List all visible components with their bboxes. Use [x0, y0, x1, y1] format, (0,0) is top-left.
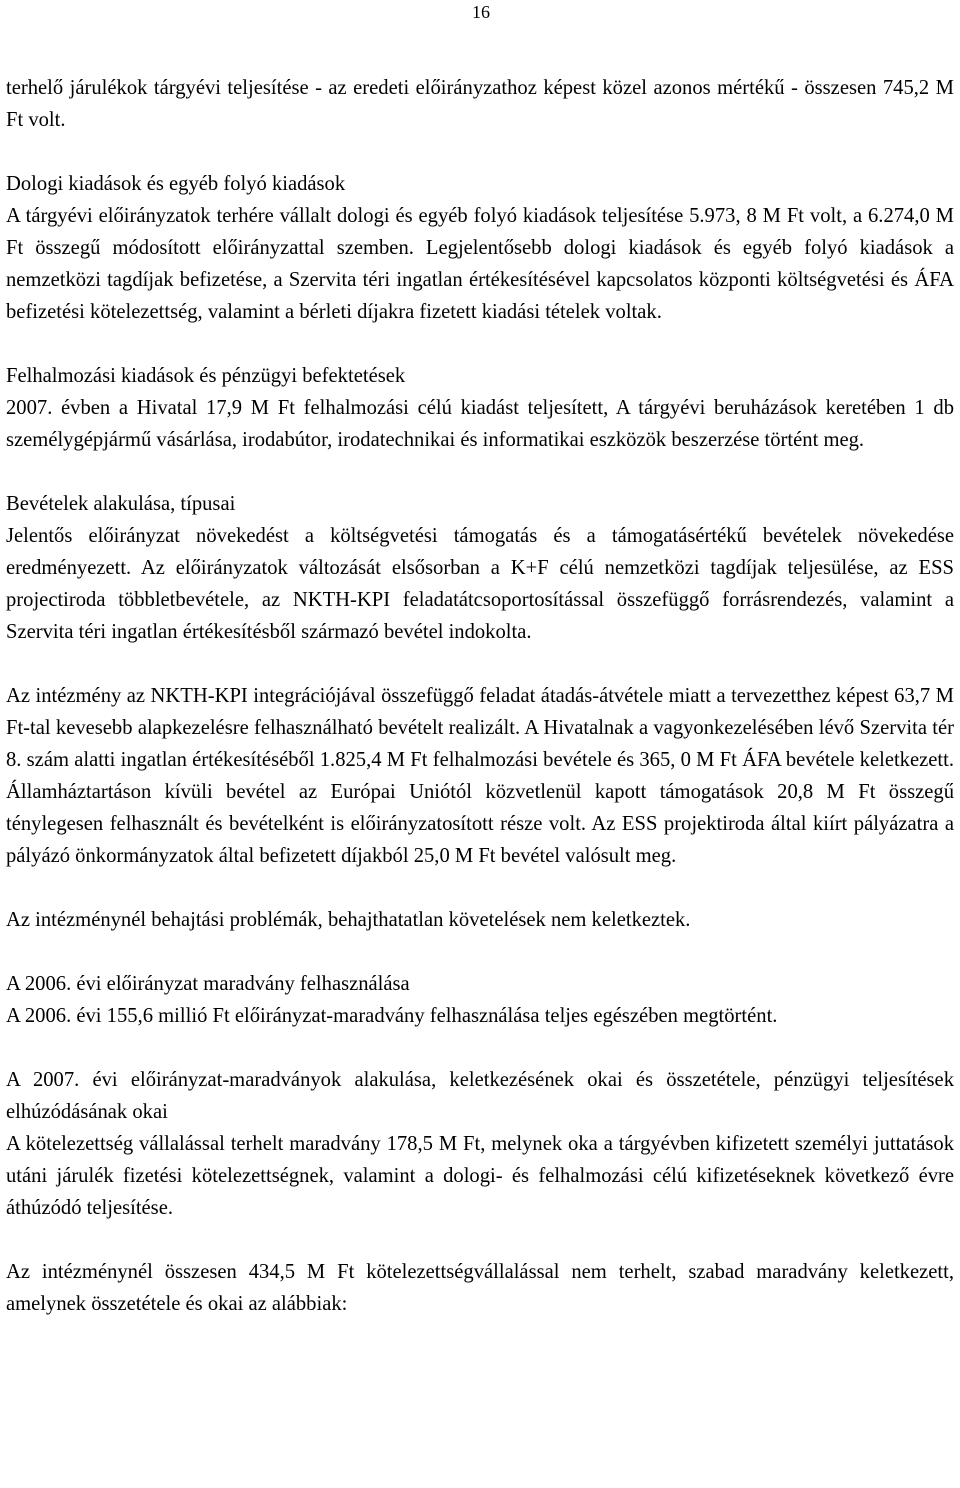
paragraph-nkth: Az intézmény az NKTH-KPI integrációjával összefüggő feladat átadás-átvétele miatt a tervezetthez képest 63,7 M Ft-tal kevesebb alapkezelésre felhasználható bevételt realizált. A Hivatalnak a vagyonkezelésében lévő Szervita tér 8. szám alatti ingatlan értékesítéséből 1.825,4 M Ft felhalmozási bevétele és 365, 0 M Ft ÁFA bevétele keletkezett. Államháztartáson kívüli bevétel az Európai Uniótól közvetlenül kapott támogatások 20,8 M Ft összegű ténylegesen felhasznált és bevételként is előirányzatosított része volt. Az ESS projektiroda által kiírt pályázatra a pályázó önkormányzatok által befizetett díjakból 25,0 M Ft bevétel valósult meg. — [6, 685, 954, 867]
paragraph-behajtasi: Az intézménynél behajtási problémák, behajthatatlan követelések nem keletkeztek. — [6, 909, 691, 931]
paragraph-1: terhelő járulékok tárgyévi teljesítése - az eredeti előirányzathoz képest közel azonos mértékű - összesen 745,2 M Ft volt. — [6, 77, 954, 131]
page-number: 16 — [472, 2, 490, 22]
heading-felhalmozasi: Felhalmozási kiadások és pénzügyi befektetések — [6, 365, 406, 387]
paragraph-2006: A 2006. évi 155,6 millió Ft előirányzat-maradvány felhasználása teljes egészében megtörtént. — [6, 1005, 778, 1027]
paragraph-bevetelek: Jelentős előirányzat növekedést a költségvetési támogatás és a támogatásértékű bevételek növekedése eredményezett. Az előirányzatok változását elsősorban a K+F célú nemzetközi tagdíjak teljesülése, az ESS projectiroda többletbevétele, az NKTH-KPI feladatátcsoportosítással összefüggő forrásrendezés, valamint a Szervita téri ingatlan értékesítésből származó bevétel indokolta. — [6, 525, 954, 643]
document-body — [6, 72, 954, 1352]
heading-dologi: Dologi kiadások és egyéb folyó kiadások — [6, 173, 346, 195]
paragraph-felhalmozasi: 2007. évben a Hivatal 17,9 M Ft felhalmozási célú kiadást teljesített, A tárgyévi beruházások keretében 1 db személygépjármű vásárlása, irodabútor, irodatechnikai és informatikai eszközök beszerzése történt meg. — [6, 397, 954, 451]
heading-2007: A 2007. évi előirányzat-maradványok alakulása, keletkezésének okai és összetétele, pénzügyi teljesítések elhúzódásának okai — [6, 1069, 954, 1123]
paragraph-2007: A kötelezettség vállalással terhelt maradvány 178,5 M Ft, melynek oka a tárgyévben kifizetett személyi juttatások utáni járulék fizetési kötelezettségnek, valamint a dologi- és felhalmozási célú kifizetéseknek következő évre áthúzódó teljesítése. — [6, 1133, 954, 1219]
heading-2006: A 2006. évi előirányzat maradvány felhasználása — [6, 973, 410, 995]
paragraph-dologi: A tárgyévi előirányzatok terhére vállalt dologi és egyéb folyó kiadások teljesítése 5.973, 8 M Ft volt, a 6.274,0 M Ft összegű módosított előirányzattal szemben. Legjelentősebb dologi kiadások és egyéb folyó kiadások a nemzetközi tagdíjak befizetése, a Szervita téri ingatlan értékesítésével kapcsolatos központi költségvetési és ÁFA befizetési kötelezettség, valamint a bérleti díjakra fizetett kiadási tételek voltak. — [6, 205, 954, 323]
heading-bevetelek: Bevételek alakulása, típusai — [6, 493, 236, 515]
paragraph-szabad-maradvany: Az intézménynél összesen 434,5 M Ft kötelezettségvállalással nem terhelt, szabad maradvány keletkezett, amelynek összetétele és okai az alábbiak: — [6, 1261, 954, 1315]
